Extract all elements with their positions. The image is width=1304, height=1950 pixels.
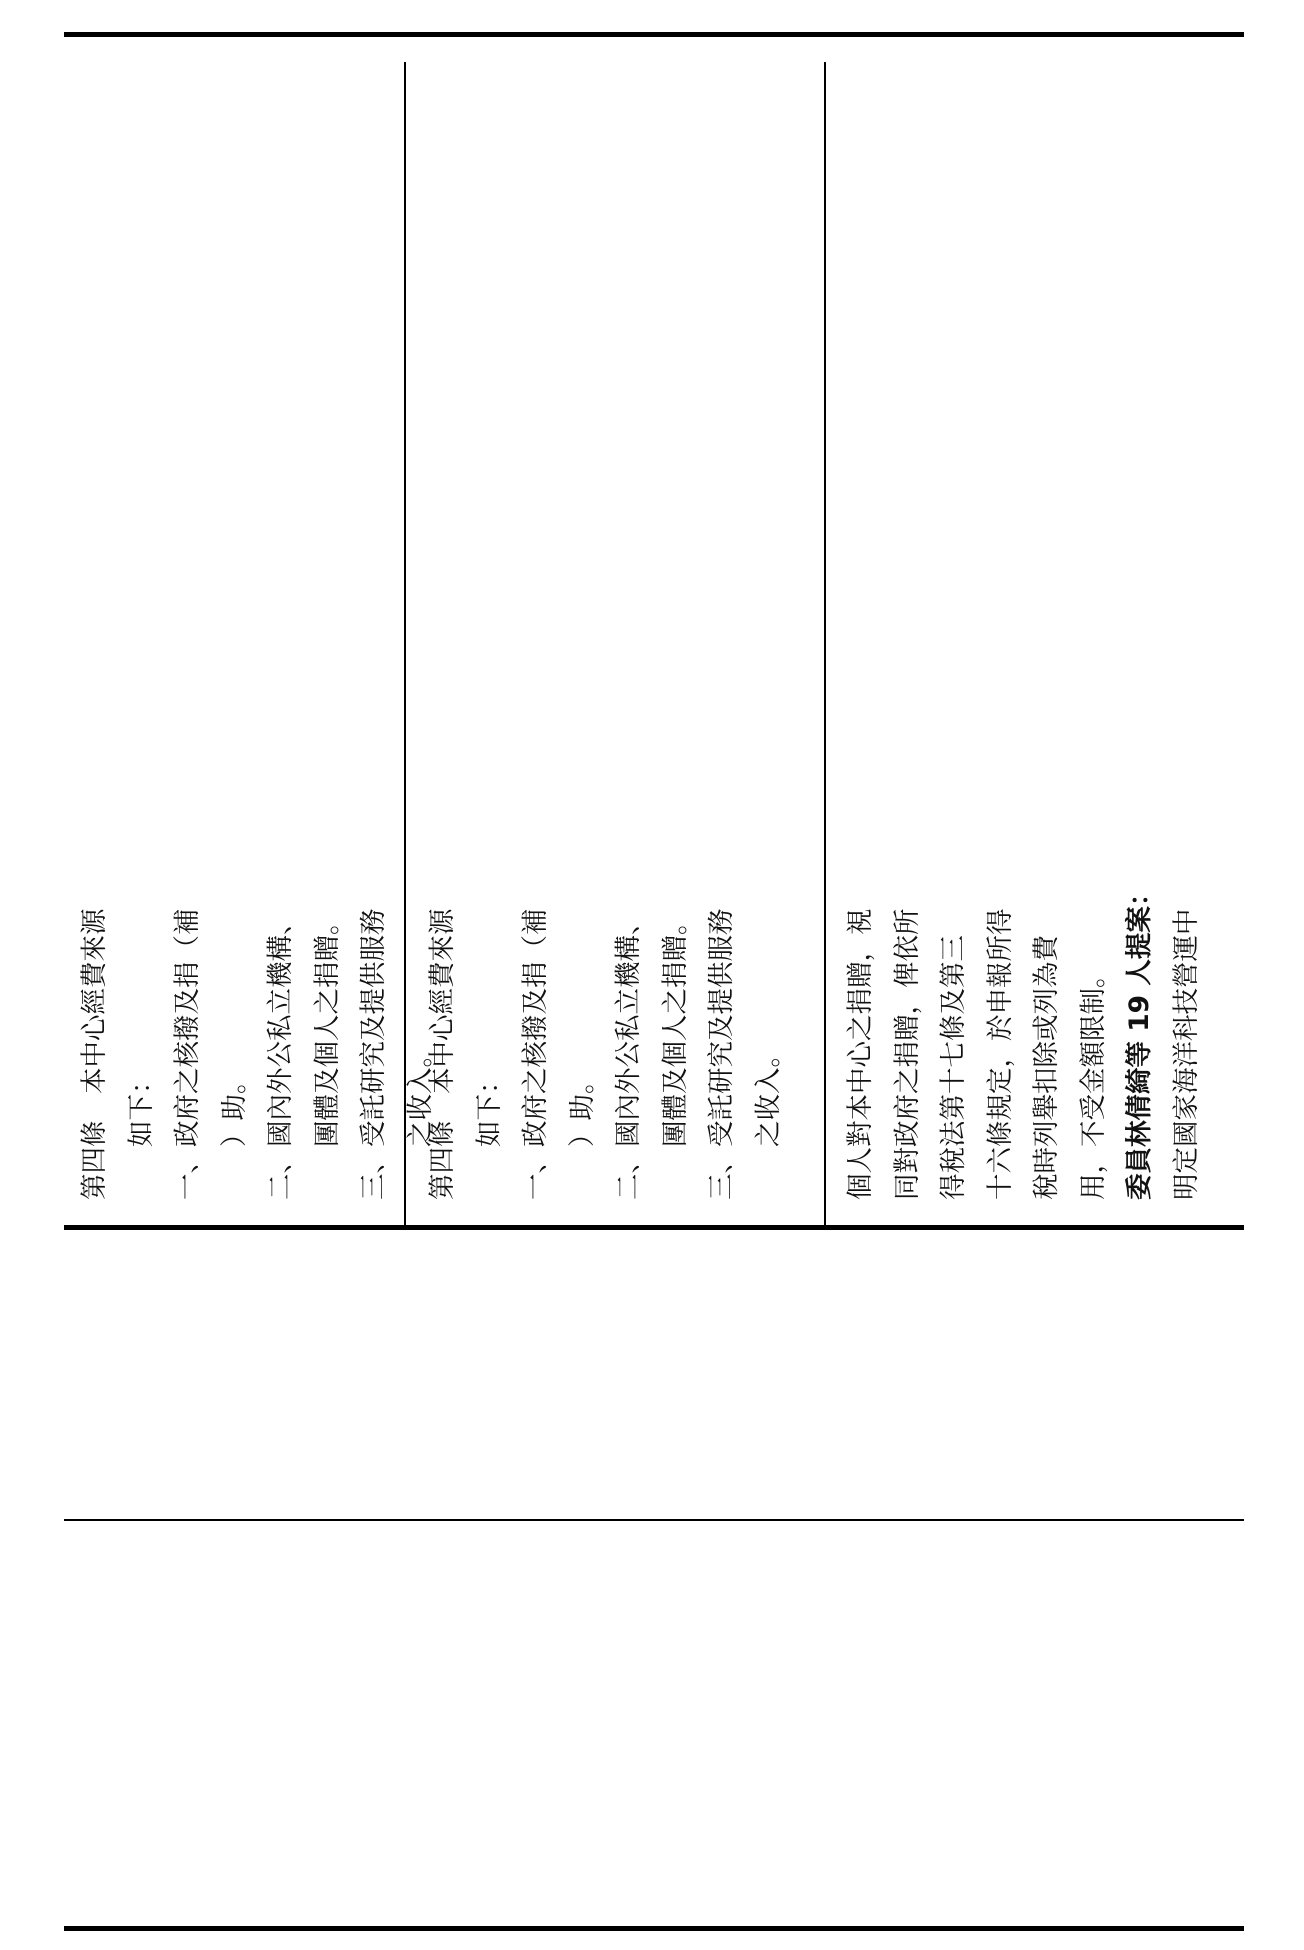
- text-line: 之收入。: [404, 1041, 436, 1200]
- table-bottom-rule: [64, 1926, 1244, 1931]
- text-line: 同對政府之捐贈，俾依所: [891, 908, 923, 1200]
- text-line: 二、國內外公私立機構、: [265, 908, 296, 1200]
- cell-right: [832, 58, 1206, 1218]
- cell-middle: [414, 58, 788, 1218]
- text-line: 用，不受金額限制。: [1077, 961, 1109, 1200]
- text-line: ）助。: [566, 1067, 598, 1200]
- text-line: 稅時列舉扣除或列為費: [1031, 935, 1062, 1200]
- table-inner-rule: [64, 1519, 1244, 1521]
- table-top-rule: [64, 1225, 1244, 1230]
- text-line: 三、受託研究及提供服務: [358, 908, 389, 1200]
- text-line: 第四條 本中心經費來源: [427, 908, 458, 1200]
- text-line: 團體及個人之捐贈。: [659, 908, 691, 1200]
- text-line: 團體及個人之捐贈。: [311, 908, 343, 1200]
- text-line: ）助。: [218, 1067, 250, 1200]
- text-line: 如下：: [473, 1067, 505, 1200]
- text-line: 二、國內外公私立機構、: [613, 908, 644, 1200]
- text-line: 之收入。: [752, 1041, 784, 1200]
- text-line: 得稅法第十七條及第三: [938, 935, 969, 1200]
- text-line: 十六條規定，於申報所得: [984, 908, 1016, 1200]
- text-line: 一、政府之核撥及捐（補: [172, 908, 203, 1200]
- text-line: 委員林倩綺等 19 人提案：: [1124, 879, 1155, 1200]
- text-line: 個人對本中心之捐贈，視: [845, 908, 876, 1200]
- text-line: 三、受託研究及提供服務: [706, 908, 737, 1200]
- text-line: 一、政府之核撥及捐（補: [520, 908, 551, 1200]
- text-line: 如下：: [125, 1067, 157, 1200]
- text-line: 第四條 本中心經費來源: [79, 908, 110, 1200]
- column-divider-right: [824, 62, 826, 1225]
- cell-left: [66, 58, 440, 1218]
- text-line: 明定國家海洋科技營運中: [1170, 908, 1202, 1200]
- page-top-rule: [64, 32, 1244, 37]
